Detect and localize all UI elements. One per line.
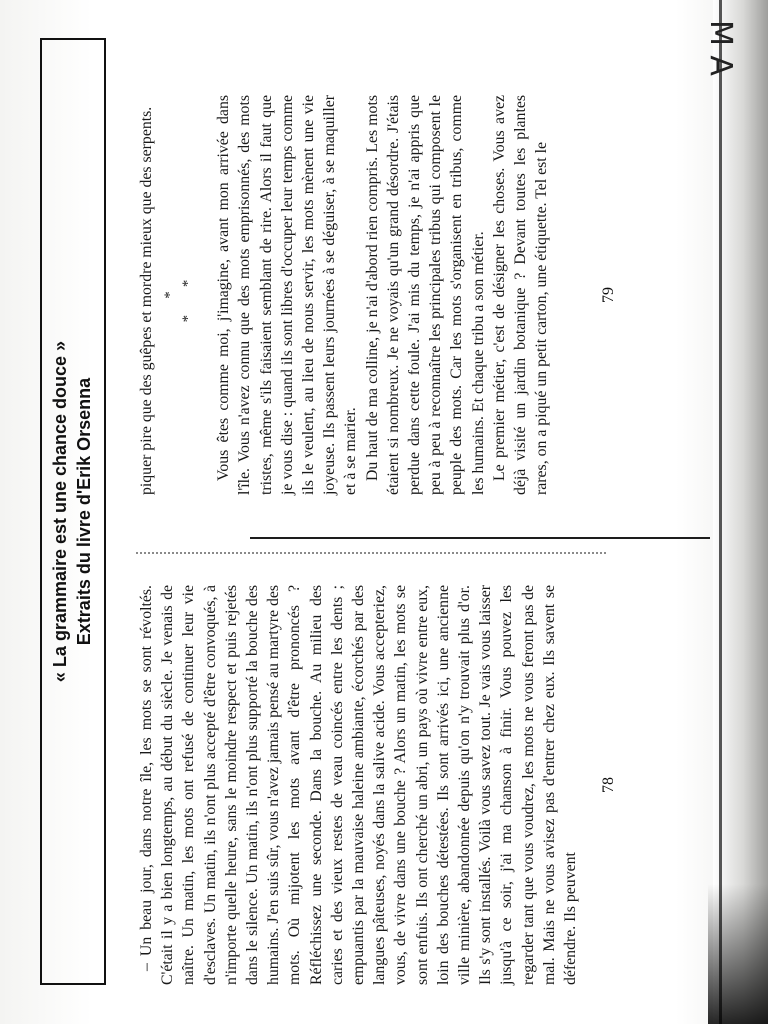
left-paragraph: – Un beau jour, dans notre île, les mots se sont révoltés. C'était il y a bien longtemps, au début du siècle. Je venais de naître. Un matin, les mots ont refusé de continuer leur vie d'esclaves. Un matin, ils n'ont plus accepté d'être convoqués, à n'importe quelle heure, sans le moindre respect et puis rejetés dans le silence. Un matin, ils n'ont plus supporté la bouche des humains. J'en suis sûr, vous n'avez jamais pensé au martyre des mots. Où mijotent les mots avant d'être prononcés ? Réfléchissez une seconde. Dans la bouche. Au milieu des caries et des vieux restes de veau coincés entre les dents ; empuantis par la mauvaise haleine ambiante, écorchés par des langues pâteuses, noyés dans la salive acide. Vous accepteriez, vous, de vivre dans une bouche ? Alors un matin, les mots se sont enfuis. Ils ont cherché un abri, un pays où vivre entre eux, loin des bouches détestées. Ils sont arrivés ici, une ancienne ville minière, abandonnée depuis qu'on n'y trouvait plus d'or. Ils s'y sont installés. Voilà vous savez tout. Je vais vous laisser jusqu'à ce soir, j'ai ma chanson à finir. Vous pouvez les regarder tant que vous voudrez, les mots ne vous feront pas de mal. Mais ne vous avisez pas d'entrer chez eux. Ils savent se défendre. Ils peuvent <box>138 585 580 985</box>
rotated-book-spread <box>40 30 700 985</box>
right-paragraph-2: Du haut de ma colline, je n'ai d'abord rien compris. Les mots étaient si nombreux. Je ne voyais qu'un grand désordre. J'étais perdue dans cette foule. J'ai mis du temps, je n'ai appris que peu à peu à reconnaître les principales tribus qui composent le peuple des mots. Car les mots s'organisent en tribus, comme les humains. Et chaque tribu a son métier. <box>363 95 487 495</box>
document-subtitle: Extraits du livre d'Erik Orsenna <box>74 377 94 646</box>
right-paragraph-1: Vous êtes comme moi, j'imagine, avant mon arrivée dans l'île. Vous n'avez connu que des mots emprisonnés, des mots tristes, même s'ils faisaient semblant de rire. Alors il faut que je vous dise : quand ils sont libres d'occuper leur temps comme ils le veulent, au lieu de nous servir, les mots mènent une vie joyeuse. Ils passent leurs journées à se déguiser, à se maquiller et à se marier. <box>215 95 360 495</box>
stars-bottom: * * <box>180 267 197 323</box>
page-divider <box>250 537 710 539</box>
section-break-stars <box>161 95 207 495</box>
handwritten-note: M A <box>703 20 738 76</box>
stars-top: * <box>162 291 179 299</box>
document-title: « La grammaire est une chance douce » <box>50 340 70 683</box>
page-gutter-dots <box>136 544 606 554</box>
right-paragraph-3: Le premier métier, c'est de désigner les choses. Vous avez déjà visité un jardin botanique ? Devant toutes les plantes rares, on a piqué un petit carton, une étiquette. Tel est le <box>490 95 551 495</box>
page-number-right: 79 <box>600 287 617 303</box>
left-page-text <box>136 585 586 985</box>
title-box <box>40 38 106 985</box>
binder-edge <box>719 0 722 1024</box>
right-page-text <box>136 95 606 495</box>
page-number-left: 78 <box>600 777 617 793</box>
scan-shadow <box>708 884 768 1024</box>
right-continuation: piquer pire que des guêpes et mordre mieux que des serpents. <box>138 106 155 495</box>
